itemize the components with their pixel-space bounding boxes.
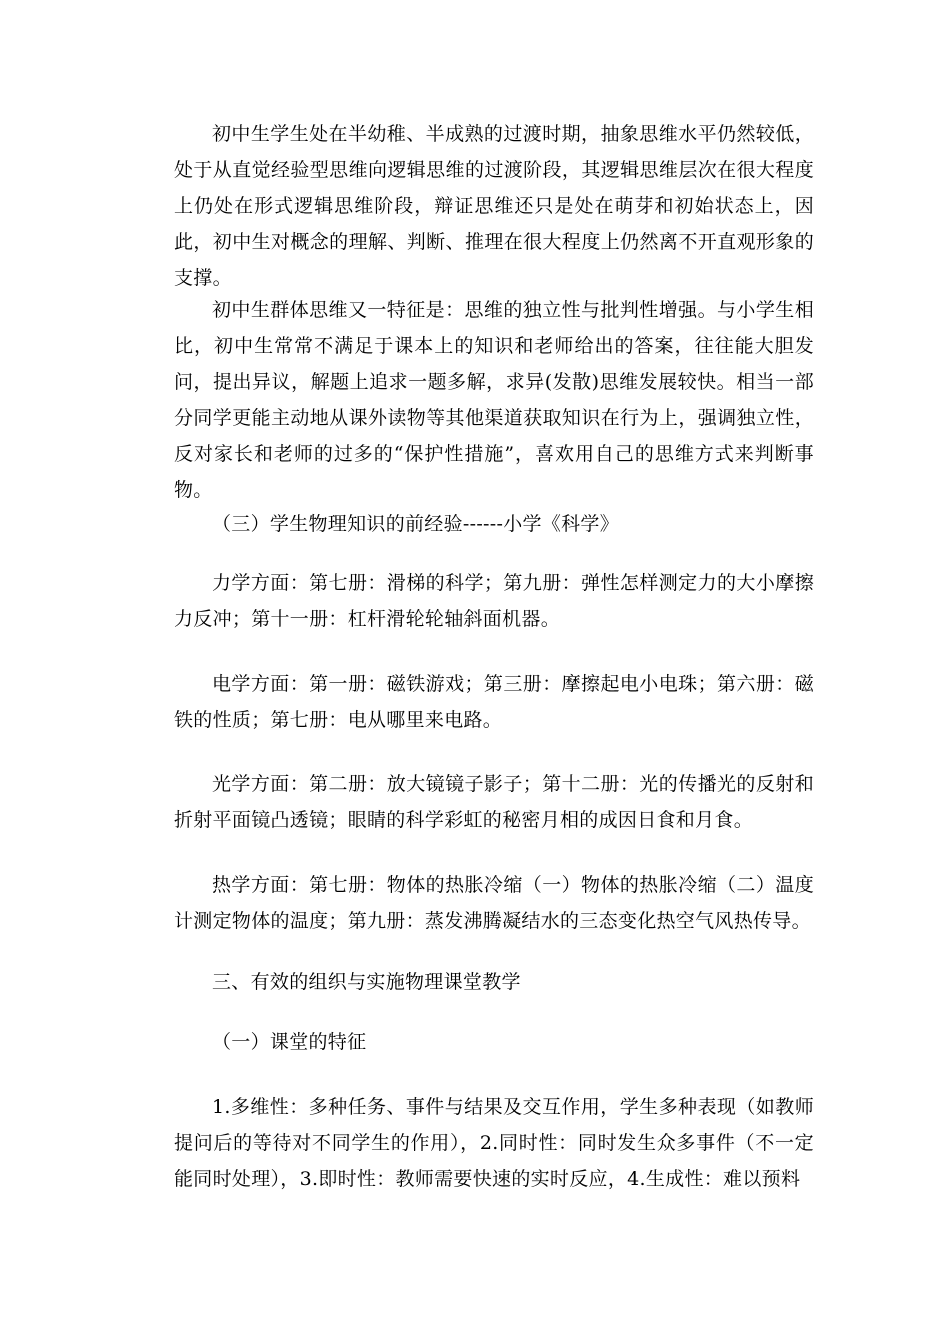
subsection-heading-classroom-features: （一）课堂的特征 bbox=[212, 1031, 367, 1053]
paragraph-thinking-independence: 初中生群体思维又一特征是：思维的独立性与批判性增强。与小学生相比，初中生常常不满足于课本上的知识和老师给出的答案，往往能大胆发问，提出异议，解题上追求一题多解，求异(发散)思维发展较快。相当一部分同学更能主动地从课外读物等其他渠道获取知识在行为上，强调独立性，反对家长和老师的过多的“保护性措施”，喜欢用自己的思维方式来判断事物。 bbox=[174, 299, 814, 501]
section-heading-prior-knowledge: （三）学生物理知识的前经验------小学《科学》 bbox=[212, 513, 620, 535]
paragraph-cognitive-development: 初中生学生处在半幼稚、半成熟的过渡时期，抽象思维水平仍然较低，处于从直觉经验型思维向逻辑思维的过渡阶段，其逻辑思维层次在很大程度上仍处在形式逻辑思维阶段，辩证思维还只是处在萌芽和初始状态上，因此，初中生对概念的理解、判断、推理在很大程度上仍然离不开直观形象的支撑。 bbox=[174, 123, 814, 289]
paragraph-optics: 光学方面：第二册：放大镜镜子影子；第十二册：光的传播光的反射和折射平面镜凸透镜；眼睛的科学彩虹的秘密月相的成因日食和月食。 bbox=[174, 773, 814, 831]
section-heading-classroom-teaching: 三、有效的组织与实施物理课堂教学 bbox=[212, 971, 521, 993]
paragraph-classroom-characteristics: 1.多维性：多种任务、事件与结果及交互作用，学生多种表现（如教师提问后的等待对不同学生的作用），2.同时性：同时发生众多事件（不一定能同时处理），3.即时性：教师需要快速的实时反应，4.生成性：难以预料 bbox=[174, 1096, 814, 1190]
paragraph-mechanics: 力学方面：第七册：滑梯的科学；第九册：弹性怎样测定力的大小摩擦力反冲；第十一册：杠杆滑轮轮轴斜面机器。 bbox=[174, 572, 814, 630]
paragraph-electricity: 电学方面：第一册：磁铁游戏；第三册：摩擦起电小电珠；第六册：磁铁的性质；第七册：电从哪里来电路。 bbox=[174, 673, 814, 731]
paragraph-thermal: 热学方面：第七册：物体的热胀冷缩（一）物体的热胀冷缩（二）温度计测定物体的温度；第九册：蒸发沸腾凝结水的三态变化热空气风热传导。 bbox=[174, 874, 814, 932]
